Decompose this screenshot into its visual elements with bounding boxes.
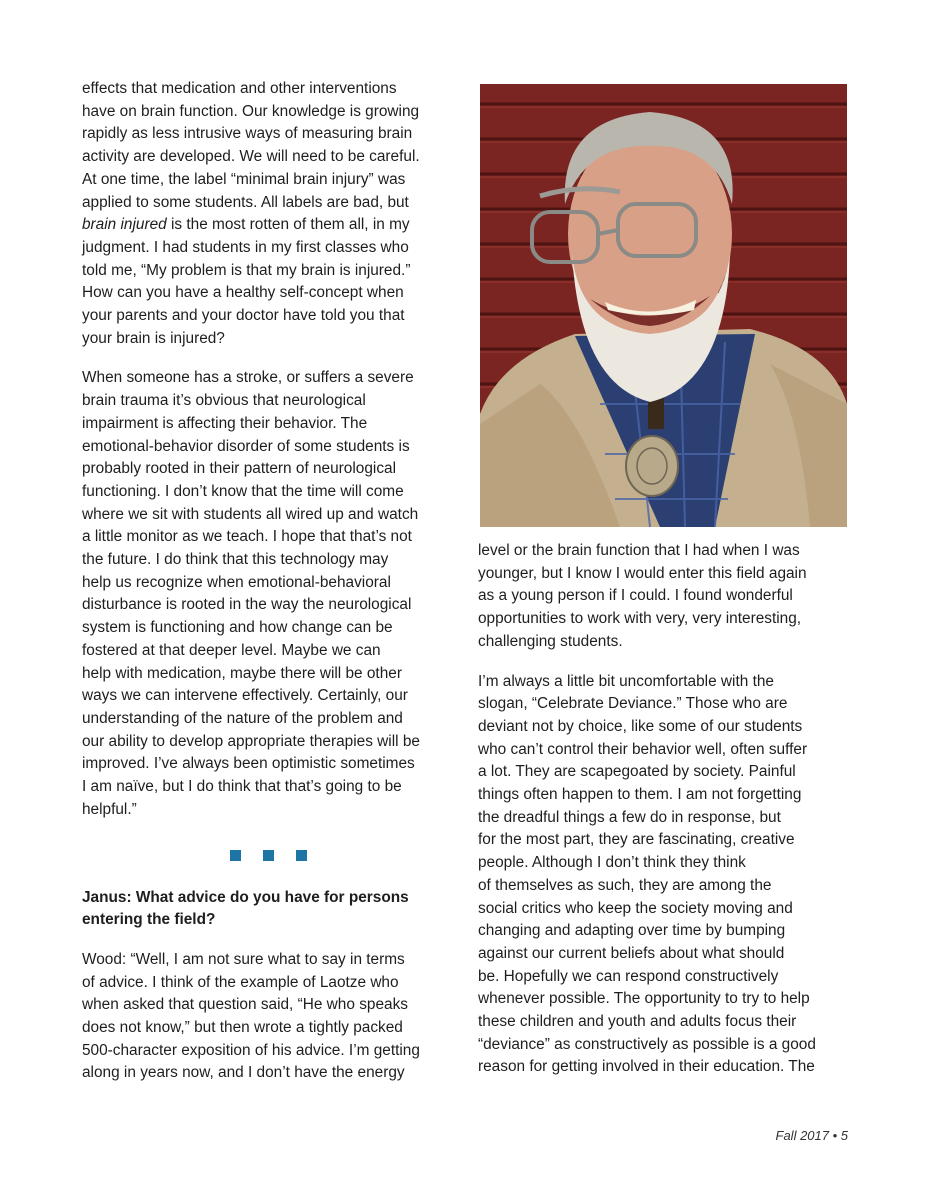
text-line: At one time, the label “minimal brain injury” was [82,170,406,188]
text-line: does not know,” but then wrote a tightly packed [82,1019,403,1037]
text-line: effects that medication and other interventions [82,80,397,97]
text-line: brain trauma it’s obvious that neurological [82,392,366,410]
text-line: probably rooted in their pattern of neurological [82,460,396,478]
text-line: challenging students. [478,632,623,650]
text-line: social critics who keep the society moving and [478,899,793,917]
text-line: opportunities to work with very, very interesting, [478,610,802,628]
text-line: slogan, “Celebrate Deviance.” Those who are [478,695,788,713]
text-line: helpful.” [82,800,137,818]
text-line: level or the brain function that I had when I was [478,542,800,559]
text-line: have on brain function. Our knowledge is growing [82,102,420,120]
paragraph-continuation [478,540,850,654]
text-line: these children and youth and adults focus their [478,1013,797,1031]
interview-question [82,887,454,932]
text-line: of advice. I think of the example of Laotze who [82,973,399,991]
text-line: ways we can intervene effectively. Certainly, our [82,687,408,705]
section-divider [82,850,454,861]
text-line: the dreadful things a few do in response, but [478,808,781,826]
text-line: “deviance” as constructively as possible is a good [478,1035,816,1053]
text-line: judgment. I had students in my first classes who [82,238,409,256]
text-line: applied to some students. All labels are bad, but [82,193,409,211]
text-line: whenever possible. The opportunity to try to help [478,990,810,1008]
paragraph-brain-labels [82,78,454,350]
text-line: along in years now, and I don’t have the energy [82,1064,405,1082]
text-line: of themselves as such, they are among the [478,876,772,894]
text-line: the future. I do think that this technology may [82,551,389,569]
page-footer: Fall 2017 • 5 [775,1128,848,1143]
divider-square [296,850,307,861]
text-line: when asked that question said, “He who speaks [82,996,408,1014]
text-line: as a young person if I could. I found wonderful [478,587,793,605]
text-line: told me, “My problem is that my brain is injured.” [82,261,411,279]
text-line: your parents and your doctor have told you that [82,307,405,325]
right-column [478,540,850,1096]
emphasis-text: brain injured [82,216,167,234]
text-line: for the most part, they are fascinating, creative [478,831,795,849]
text-line: your brain is injured? [82,329,225,347]
text-line: How can you have a healthy self-concept when [82,284,404,302]
text-line: deviant not by choice, like some of our students [478,717,803,735]
text-line: When someone has a stroke, or suffers a severe [82,369,414,387]
text-line: I am naïve, but I do think that that’s going to be [82,778,402,796]
text-line: where we sit with students all wired up and watch [82,505,419,523]
text-line: functioning. I don’t know that the time will come [82,482,404,500]
text-fragment: is the most rotten of them all, in my [166,216,410,234]
text-line: understanding of the nature of the problem and [82,709,403,727]
text-line: help us recognize when emotional-behavioral [82,573,391,591]
text-line: be. Hopefully we can respond constructively [478,967,779,985]
text-line [82,214,454,237]
text-line: Janus: What advice do you have for persons [82,888,409,906]
text-line: help with medication, maybe there will be other [82,664,402,682]
portrait-photo [480,84,847,527]
text-line: emotional-behavior disorder of some students is [82,437,410,455]
text-line: disturbance is rooted in the way the neurological [82,596,412,614]
text-line: activity are developed. We will need to be careful. [82,148,420,166]
text-line: our ability to develop appropriate therapies will be [82,732,420,750]
text-line: against our current beliefs about what should [478,944,785,962]
paragraph-neurology [82,367,454,821]
text-line: people. Although I don’t think they think [478,854,746,872]
text-line: fostered at that deeper level. Maybe we can [82,641,381,659]
text-line: rapidly as less intrusive ways of measuring brain [82,125,413,143]
text-line: 500-character exposition of his advice. I’m getting [82,1041,420,1059]
text-line: younger, but I know I would enter this field again [478,564,807,582]
text-line: changing and adapting over time by bumping [478,922,786,940]
divider-square [230,850,241,861]
paragraph-deviance [478,671,850,1080]
text-line: things often happen to them. I am not forgetting [478,786,802,804]
paragraph-advice [82,949,454,1085]
text-line: I’m always a little bit uncomfortable with the [478,672,774,690]
text-line: improved. I’ve always been optimistic sometimes [82,755,415,773]
text-line: who can’t control their behavior well, often suffer [478,740,808,758]
divider-square [263,850,274,861]
text-line: system is functioning and how change can be [82,619,393,637]
left-column [82,78,454,1102]
text-line: a lot. They are scapegoated by society. Painful [478,763,796,781]
text-line: Wood: “Well, I am not sure what to say in terms [82,950,405,968]
text-line: a little monitor as we teach. I hope that that’s not [82,528,412,546]
text-line: reason for getting involved in their education. The [478,1058,815,1076]
portrait-illustration [480,84,847,527]
text-line: impairment is affecting their behavior. The [82,414,368,432]
text-line: entering the field? [82,911,216,929]
